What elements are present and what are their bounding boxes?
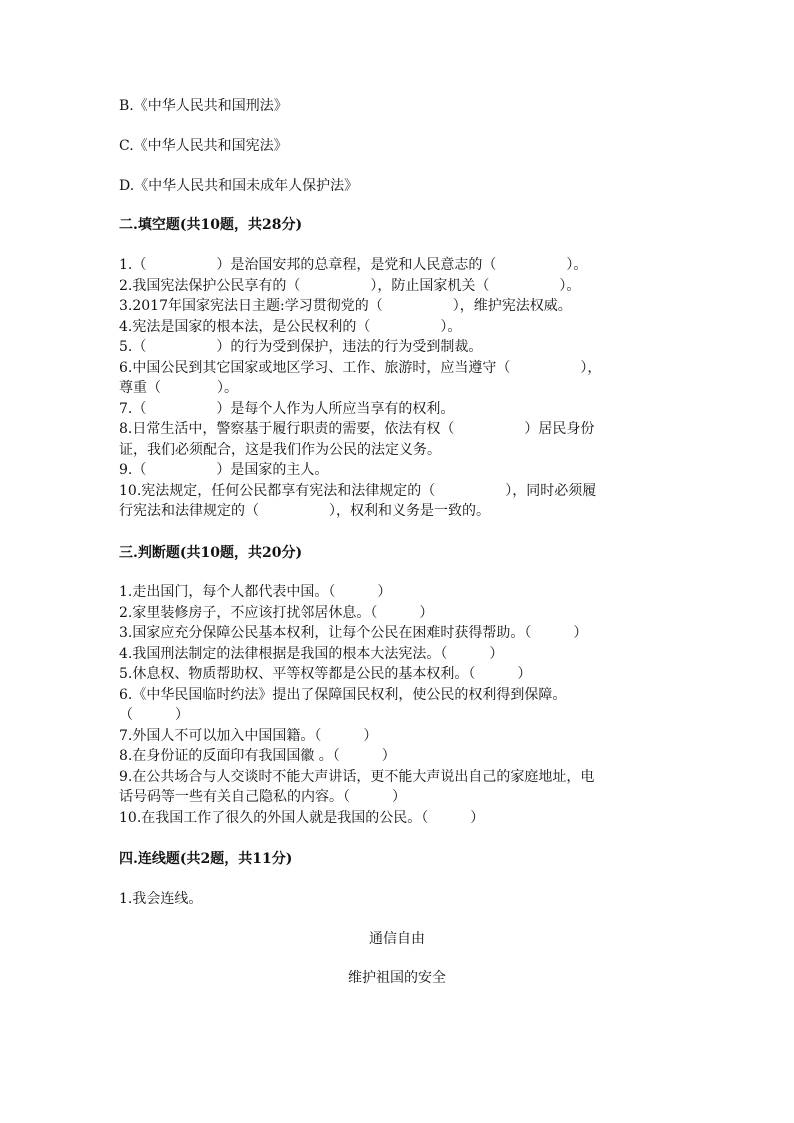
question-line: 8.日常生活中，警察基于履行职责的需要，依法有权（ ）居民身份 [119, 421, 595, 437]
question-line: 8.在身份证的反面印有我国国徽 。（ ） [119, 748, 396, 764]
question-line: 9.（ ）是国家的主人。 [119, 462, 329, 478]
question-line: 5.（ ）的行为受到保护，违法的行为受到制裁。 [119, 339, 483, 355]
question-line: 1.（ ）是治国安邦的总章程，是党和人民意志的（ ）。 [119, 257, 588, 273]
match-item: 通信自由 [369, 931, 425, 947]
question-line: 5.休息权、物质帮助权、平等权等都是公民的基本权利。（ ） [119, 666, 532, 682]
question-line: 9.在公共场合与人交谈时不能大声讲话，更不能大声说出自己的家庭地址，电 [119, 768, 595, 785]
match-item: 维护祖国的安全 [348, 970, 446, 986]
question-line: 10.在我国工作了很久的外国人就是我国的公民。（ ） [119, 809, 485, 826]
question-line: 3.2017年国家宪法日主题:学习贯彻党的（ ），维护宪法权威。 [119, 298, 572, 314]
question-line: 7.外国人不可以加入中国国籍。（ ） [119, 727, 378, 744]
section-3-questions [119, 582, 679, 828]
question-line: 4.宪法是国家的根本法，是公民权利的（ ）。 [119, 318, 462, 335]
question-line: 行宪法和法律规定的（ ），权利和义务是一致的。 [119, 503, 490, 519]
question-line: （ ） [119, 707, 189, 723]
question-line: 证，我们必须配合，这是我们作为公民的法定义务。 [119, 441, 441, 458]
option-c: C.《中华人民共和国宪法》 [119, 138, 288, 154]
question-line: 6.《中华民国临时约法》提出了保障国民权利，使公民的权利得到保障。 [119, 686, 567, 703]
option-d: D.《中华人民共和国未成年人保护法》 [119, 178, 359, 194]
question-line: 10.宪法规定，任何公民都享有宪法和法律规定的（ ），同时必须履 [119, 482, 597, 499]
question-line: 2.家里装修房子，不应该打扰邻居休息。（ ） [119, 604, 434, 621]
section-4-title: 四.连线题(共2题，共11分) [119, 851, 293, 867]
question-line: 3.国家应充分保障公民基本权利，让每个公民在困难时获得帮助。（ ） [119, 625, 588, 641]
question-line: 尊重（ ）。 [119, 380, 238, 396]
question-line: 话号码等一些有关自己隐私的内容。（ ） [119, 789, 406, 805]
question-line: 6.中国公民到其它国家或地区学习、工作、旅游时，应当遵守（ ）， [119, 359, 602, 376]
question-line: 1.走出国门，每个人都代表中国。（ ） [119, 584, 392, 600]
section-2-questions [119, 255, 679, 522]
section-3-title: 三.判断题(共10题，共20分) [119, 545, 303, 561]
option-b: B.《中华人民共和国刑法》 [119, 98, 288, 114]
section-4-question-1: 1.我会连线。 [119, 891, 203, 907]
section-2-title: 二.填空题(共10题，共28分) [119, 217, 303, 233]
question-line: 2.我国宪法保护公民享有的（ ），防止国家机关（ ）。 [119, 277, 581, 294]
question-line: 7.（ ）是每个人作为人所应当享有的权利。 [119, 400, 455, 417]
question-line: 4.我国刑法制定的法律根据是我国的根本大法宪法。（ ） [119, 645, 504, 662]
